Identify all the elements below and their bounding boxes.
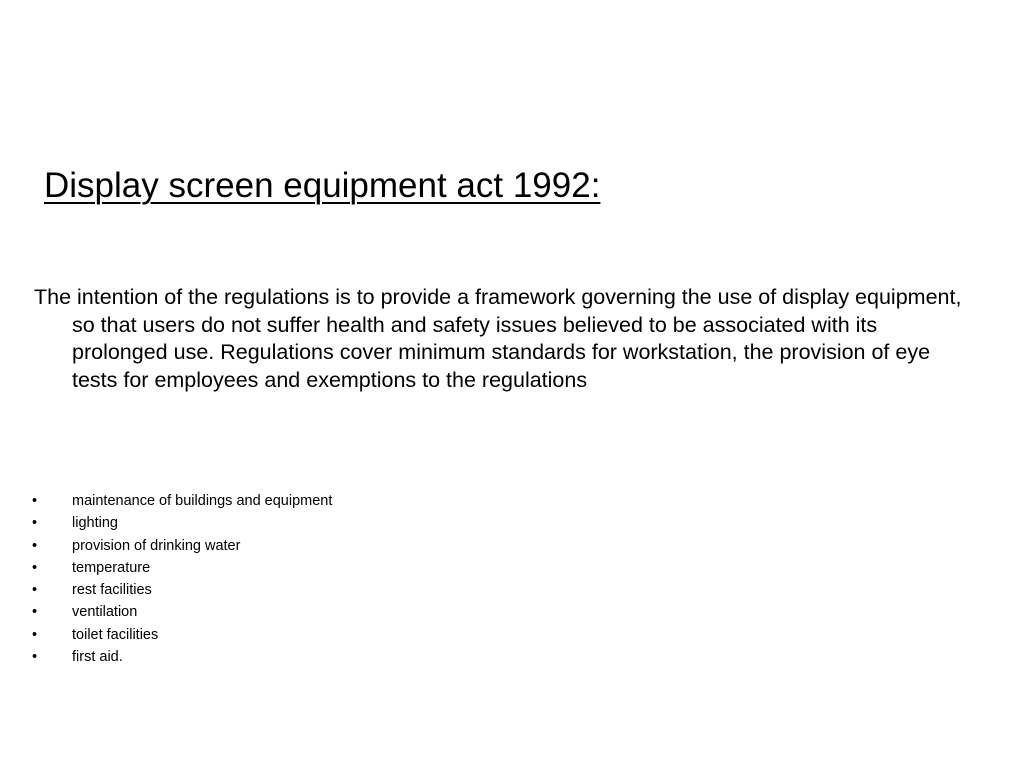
list-item-text: rest facilities <box>72 582 152 599</box>
list-item <box>32 601 332 623</box>
list-item-text: provision of drinking water <box>72 537 241 554</box>
list-item <box>32 512 332 534</box>
list-item-text: toilet facilities <box>72 626 159 643</box>
list-item-text: first aid. <box>72 649 123 666</box>
list-item <box>32 646 332 668</box>
list-item-text: temperature <box>72 559 151 576</box>
bullet-icon: • <box>32 537 38 554</box>
list-item <box>32 624 332 646</box>
list-item <box>32 579 332 601</box>
list-item-text: ventilation <box>72 604 138 621</box>
bullet-icon: • <box>32 649 38 666</box>
intro-paragraph: The intention of the regulations is to provide a framework governing the use of display equipment, so that users do not suffer health and safety issues believed to be associated with its prolonged use. Regulations cover minimum standards for workstation, the provision of eye tests for employees and exemptions to the regulations <box>34 285 962 392</box>
bullet-icon: • <box>32 559 38 576</box>
bullet-list <box>32 490 332 668</box>
bullet-icon: • <box>32 604 38 621</box>
bullet-icon: • <box>32 626 38 643</box>
list-item-text: lighting <box>72 515 118 532</box>
slide-title: Display screen equipment act 1992: <box>44 166 601 205</box>
list-item <box>32 535 332 557</box>
bullet-icon: • <box>32 582 38 599</box>
list-item <box>32 557 332 579</box>
list-item <box>32 490 332 512</box>
bullet-icon: • <box>32 493 38 509</box>
bullet-icon: • <box>32 515 38 532</box>
list-item-text: maintenance of buildings and equipment <box>72 493 333 509</box>
